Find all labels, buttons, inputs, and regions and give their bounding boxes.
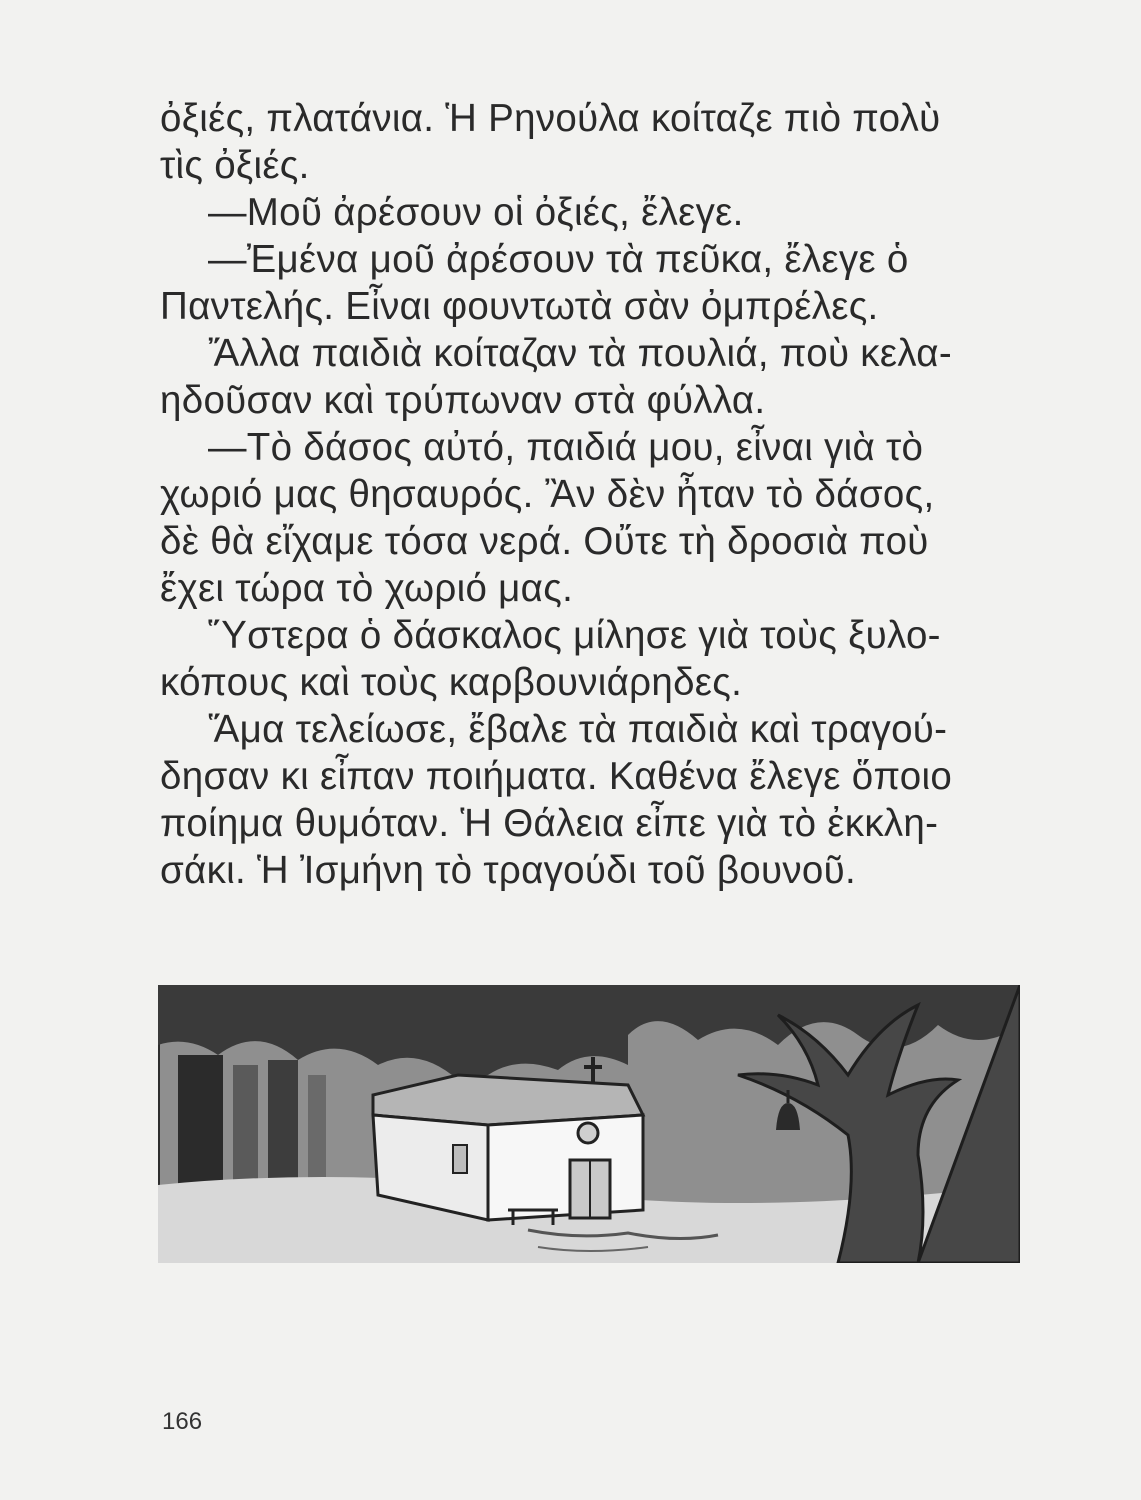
text-line: ὀξιές, πλατάνια. Ἡ Ρηνούλα κοίταζε πιὸ πολὺ [160, 97, 941, 140]
text-line: —Ἐμένα μοῦ ἀρέσουν τὰ πεῦκα, ἔλεγε ὁ [208, 238, 909, 281]
text-line: —Μοῦ ἀρέσουν οἱ ὀξιές, ἔλεγε. [208, 191, 744, 234]
body-text [160, 95, 1010, 894]
chapel-in-forest-illustration [158, 985, 1020, 1263]
text-line: ηδοῦσαν καὶ τρύπωναν στὰ φύλλα. [160, 379, 766, 422]
text-line: δὲ θὰ εἴχαμε τόσα νερά. Οὔτε τὴ δροσιὰ ποὺ [160, 520, 929, 563]
text-line: χωριό μας θησαυρός. Ἂν δὲν ἦταν τὸ δάσος, [160, 473, 935, 516]
page-number: 166 [162, 1408, 203, 1435]
text-line: δησαν κι εἶπαν ποιήματα. Καθένα ἔλεγε ὅποιο [160, 755, 953, 798]
text-line: Παντελής. Εἶναι φουντωτὰ σὰν ὀμπρέλες. [160, 285, 879, 328]
text-line: σάκι. Ἡ Ἰσμήνη τὸ τραγούδι τοῦ βουνοῦ. [160, 849, 856, 892]
text-line: Ἅμα τελείωσε, ἔβαλε τὰ παιδιὰ καὶ τραγού- [208, 708, 948, 751]
text-line: κόπους καὶ τοὺς καρβουνιάρηδες. [160, 661, 743, 704]
text-line: —Τὸ δάσος αὐτό, παιδιά μου, εἶναι γιὰ τὸ [208, 426, 924, 469]
text-line: Ὕστερα ὁ δάσκαλος μίλησε γιὰ τοὺς ξυλο- [208, 614, 941, 657]
text-line: τὶς ὀξιές. [160, 144, 310, 187]
text-line: ποίημα θυμόταν. Ἡ Θάλεια εἶπε γιὰ τὸ ἐκκλη- [160, 802, 939, 845]
text-line: ἔχει τώρα τὸ χωριό μας. [160, 567, 574, 610]
text-line: Ἄλλα παιδιὰ κοίταζαν τὰ πουλιά, ποὺ κελα- [208, 332, 952, 375]
